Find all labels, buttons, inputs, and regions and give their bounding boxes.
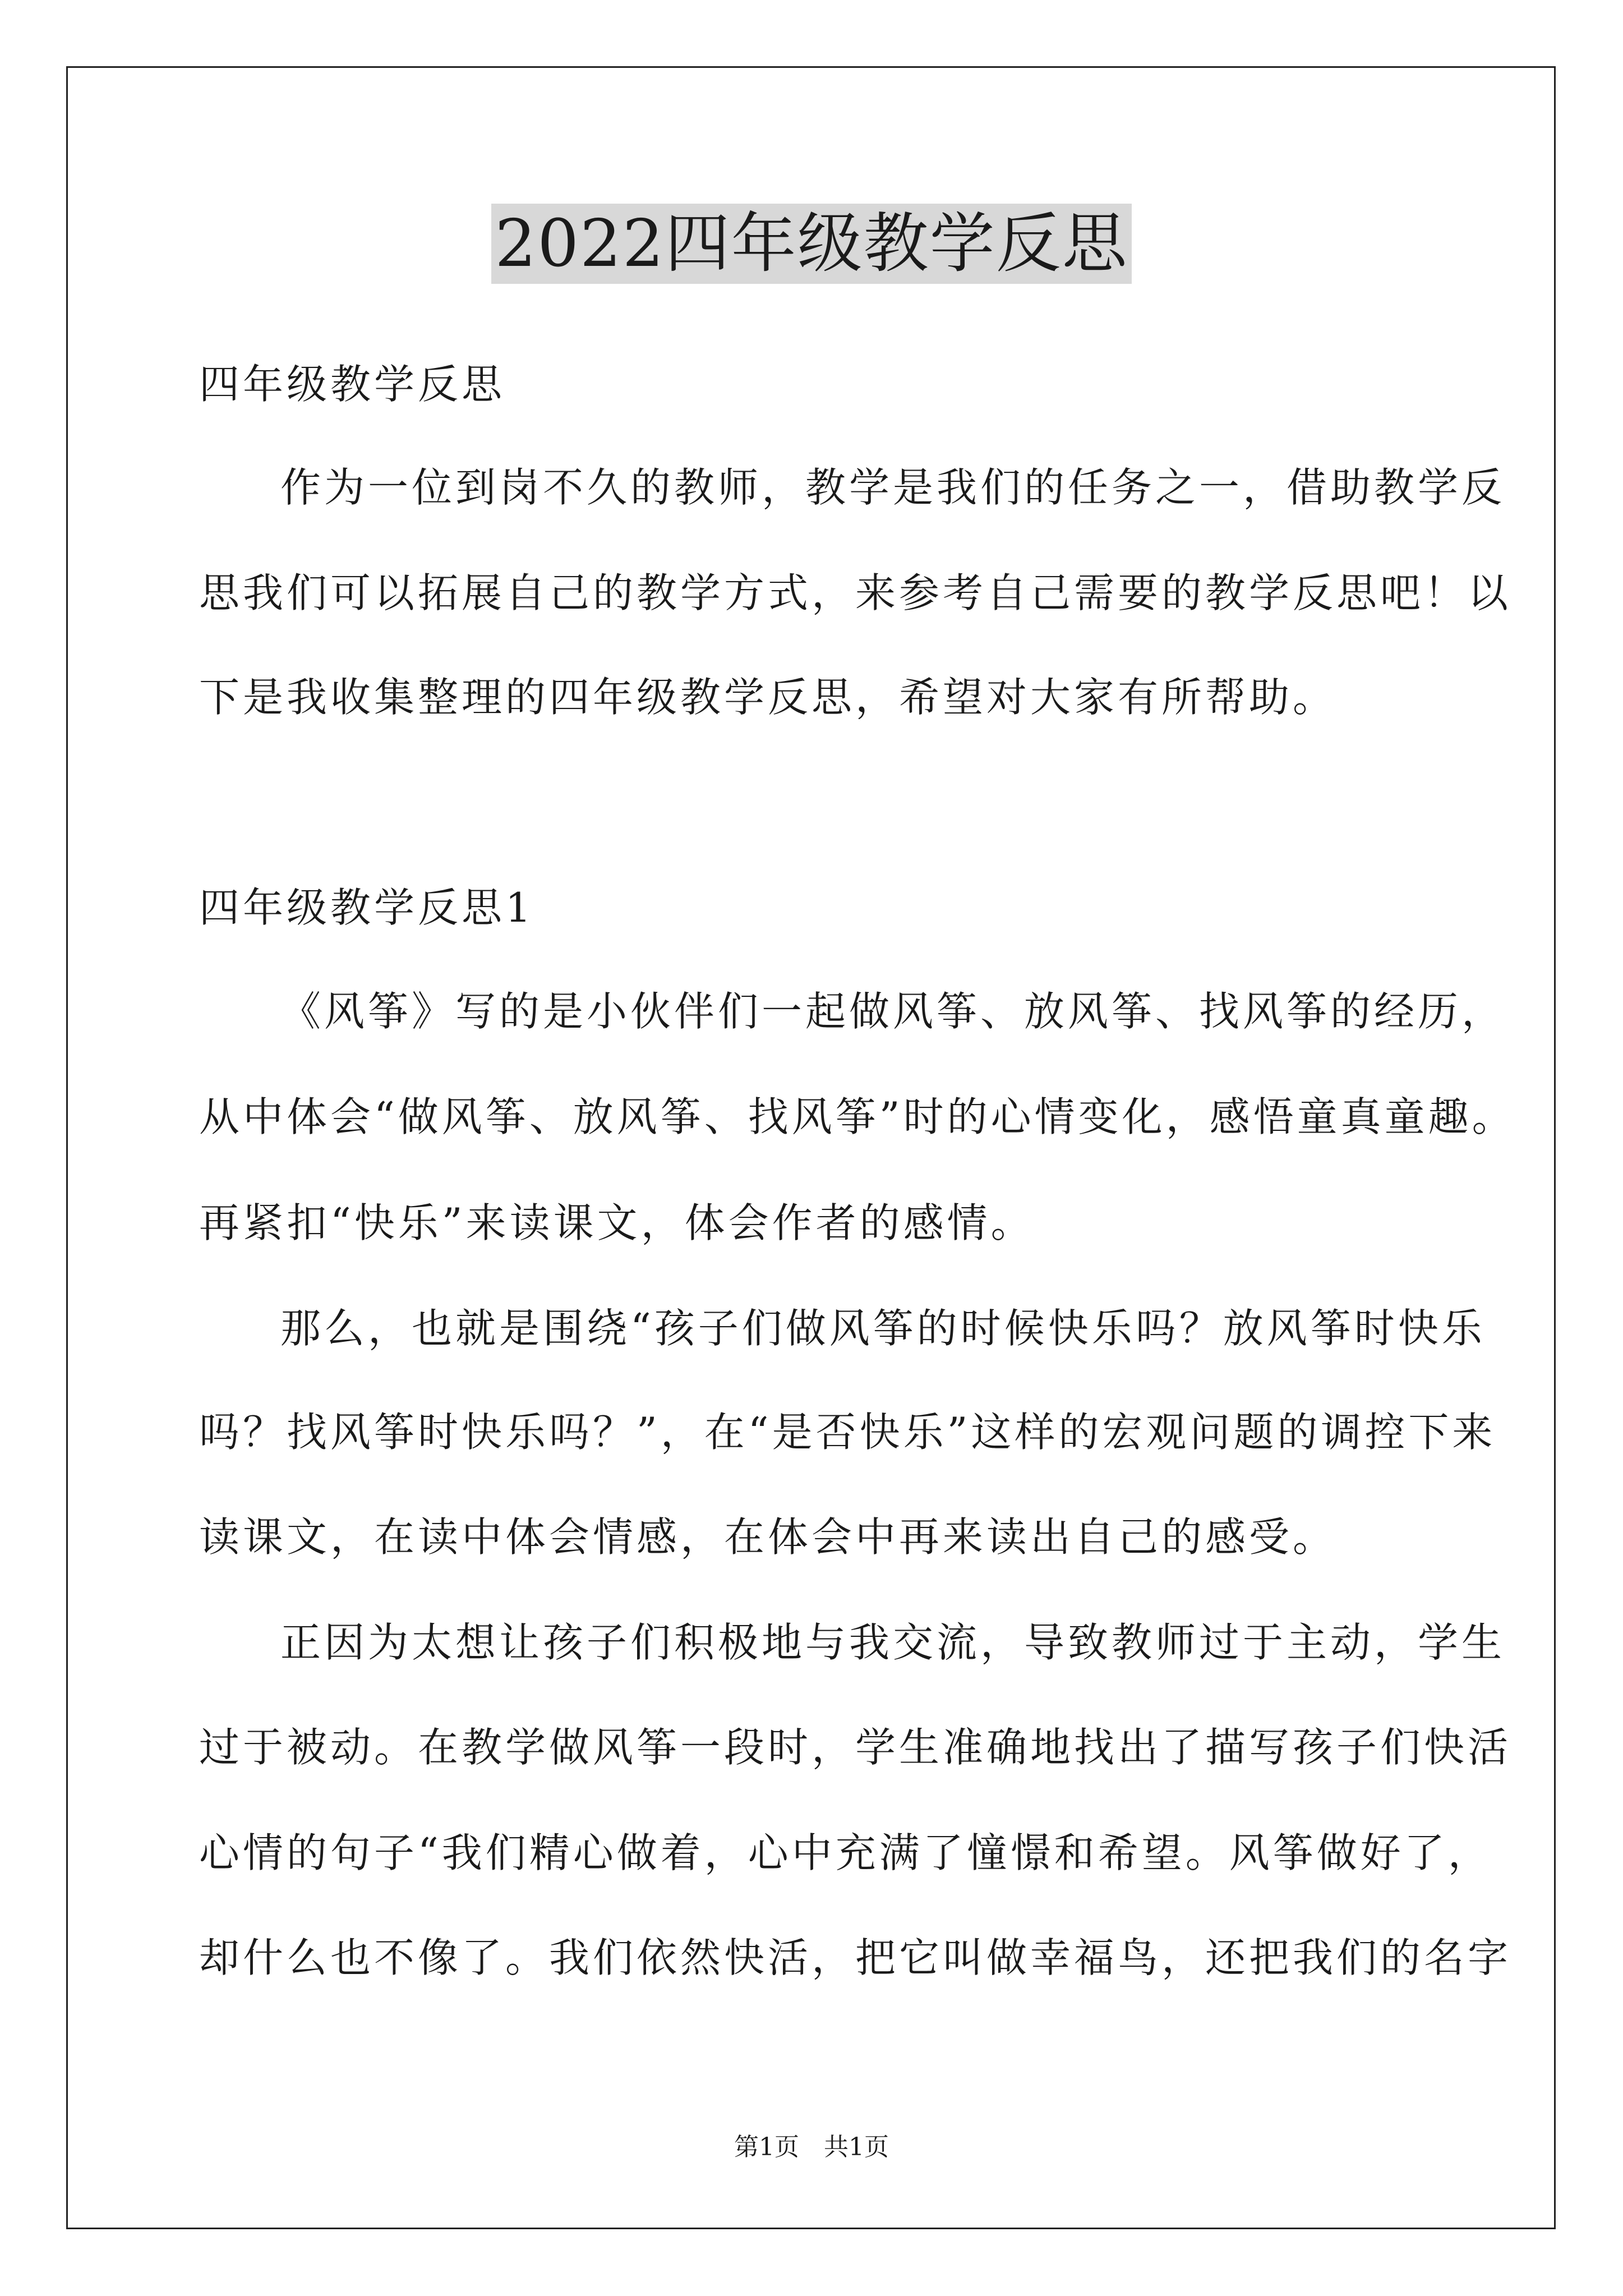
paragraph-line: 却什么也不像了。我们依然快活，把它叫做幸福鸟，还把我们的名字	[199, 1934, 1512, 1981]
paragraph-line: 下是我收集整理的四年级教学反思，希望对大家有所帮助。	[199, 674, 1337, 721]
paragraph-line: 过于被动。在教学做风筝一段时，学生准确地找出了描写孩子们快活	[199, 1724, 1512, 1771]
section-heading: 四年级教学反思1	[199, 884, 534, 931]
paragraph-line: 再紧扣“快乐”来读课文，体会作者的感情。	[199, 1199, 1035, 1246]
paragraph-line: 作为一位到岗不久的教师，教学是我们的任务之一，借助教学反	[280, 464, 1506, 511]
paragraph-line: 吗？找风筝时快乐吗？”，在“是否快乐”这样的宏观问题的调控下来	[199, 1409, 1496, 1456]
section-heading: 四年级教学反思	[199, 361, 506, 408]
paragraph-line: 思我们可以拓展自己的教学方式，来参考自己需要的教学反思吧！以	[199, 569, 1512, 616]
page-number: 第1页 共1页	[734, 2133, 889, 2161]
paragraph-line: 那么，也就是围绕“孩子们做风筝的时候快乐吗？放风筝时快乐	[280, 1305, 1486, 1352]
paragraph-line: 《风筝》写的是小伙伴们一起做风筝、放风筝、找风筝的经历，	[280, 988, 1506, 1035]
paragraph-line: 心情的句子“我们精心做着，心中充满了憧憬和希望。风筝做好了，	[199, 1829, 1492, 1876]
paragraph-line: 正因为太想让孩子们积极地与我交流，导致教师过于主动，学生	[280, 1619, 1506, 1666]
document-title: 2022四年级教学反思	[0, 205, 1623, 283]
paragraph-line: 从中体会“做风筝、放风筝、找风筝”时的心情变化，感悟童真童趣。	[199, 1093, 1516, 1140]
paragraph-line: 读课文，在读中体会情感，在体会中再来读出自己的感受。	[199, 1513, 1337, 1561]
